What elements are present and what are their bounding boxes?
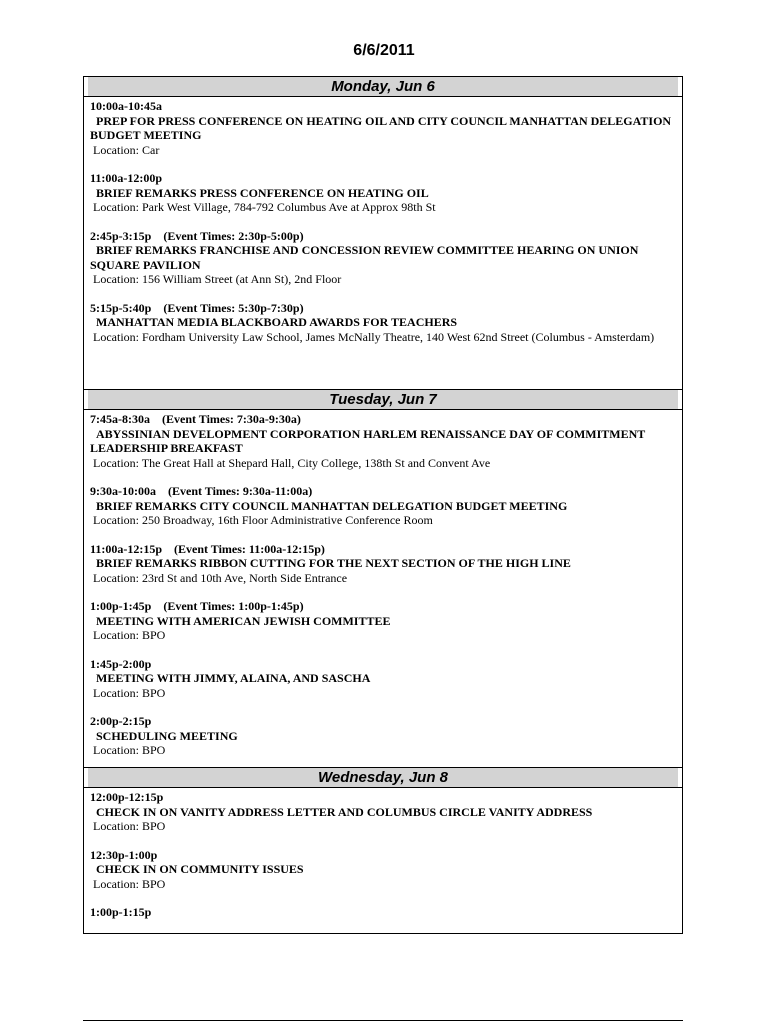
event-item	[90, 542, 676, 586]
event-time: 1:00p-1:45p	[90, 599, 152, 613]
day-events	[84, 410, 682, 767]
event-location: Location: BPO	[93, 628, 166, 642]
event-location: Location: 156 William Street (at Ann St), 2nd Floor	[93, 272, 342, 286]
event-item	[90, 905, 676, 920]
event-location: Location: Fordham University Law School, James McNally Theatre, 140 West 62nd Street (Columbus - Amsterdam)	[93, 329, 655, 344]
page-date: 6/6/2011	[353, 42, 415, 59]
event-time: 5:15p-5:40p	[90, 300, 152, 315]
event-item	[90, 412, 676, 470]
event-item	[90, 484, 676, 528]
event-time-row	[90, 657, 676, 672]
event-title-text: BRIEF REMARKS PRESS CONFERENCE ON HEATING OIL	[96, 185, 429, 200]
event-title	[90, 614, 676, 629]
event-title-text: SCHEDULING MEETING	[96, 728, 238, 743]
event-location: Location: BPO	[93, 685, 166, 700]
event-location: Location: 23rd St and 10th Ave, North Side Entrance	[93, 570, 348, 585]
event-item	[90, 714, 676, 758]
event-title-text: CHECK IN ON COMMUNITY ISSUES	[96, 862, 304, 876]
event-time-row	[90, 714, 676, 729]
event-title	[90, 805, 676, 820]
event-item	[90, 171, 676, 215]
event-location: Location: 250 Broadway, 16th Floor Administrative Conference Room	[93, 513, 433, 527]
event-official-times: (Event Times: 1:00p-1:45p)	[163, 599, 304, 613]
event-time: 11:00a-12:00p	[90, 171, 162, 185]
event-time: 2:00p-2:15p	[90, 714, 152, 728]
event-time-row	[90, 905, 676, 920]
event-time-row	[90, 412, 676, 427]
event-time-row	[90, 99, 676, 114]
event-time-row	[90, 229, 676, 244]
event-time-row	[90, 301, 676, 316]
event-item	[90, 657, 676, 701]
event-title	[90, 427, 676, 456]
event-title	[90, 499, 676, 514]
event-item	[90, 229, 676, 287]
event-location: Location: BPO	[93, 743, 166, 757]
event-title	[90, 556, 676, 571]
event-title	[90, 186, 676, 201]
day-header: Wednesday, Jun 8	[84, 767, 682, 788]
event-official-times: (Event Times: 2:30p-5:00p)	[163, 228, 304, 243]
event-time-row	[90, 171, 676, 186]
event-time: 10:00a-10:45a	[90, 99, 162, 113]
event-title	[90, 671, 676, 686]
event-time-row	[90, 542, 676, 557]
event-item	[90, 790, 676, 834]
event-title-text: ABYSSINIAN DEVELOPMENT CORPORATION HARLEM RENAISSANCE DAY OF COMMITMENT LEADERSHIP BREAKFAST	[90, 426, 646, 455]
event-title-text: CHECK IN ON VANITY ADDRESS LETTER AND COLUMBUS CIRCLE VANITY ADDRESS	[96, 804, 593, 819]
event-location: Location: The Great Hall at Shepard Hall, City College, 138th St and Convent Ave	[93, 455, 491, 470]
event-title-text: BRIEF REMARKS FRANCHISE AND CONCESSION REVIEW COMMITTEE HEARING ON UNION SQUARE PAVILION	[90, 243, 639, 272]
event-title-text: PREP FOR PRESS CONFERENCE ON HEATING OIL AND CITY COUNCIL MANHATTAN DELEGATION BUDGET MEETING	[90, 113, 672, 142]
event-time: 9:30a-10:00a	[90, 484, 156, 498]
event-title	[90, 315, 676, 330]
event-item	[90, 301, 676, 345]
day-events	[84, 788, 682, 920]
event-time-row	[90, 790, 676, 805]
event-title-text: MEETING WITH AMERICAN JEWISH COMMITTEE	[96, 613, 391, 628]
event-title-text: BRIEF REMARKS CITY COUNCIL MANHATTAN DELEGATION BUDGET MEETING	[96, 498, 568, 513]
day-events	[84, 97, 682, 389]
event-location: Location: Car	[93, 142, 160, 157]
event-location: Location: Park West Village, 784-792 Columbus Ave at Approx 98th St	[93, 200, 436, 214]
event-item	[90, 848, 676, 892]
event-time-row	[90, 848, 676, 863]
event-item	[90, 99, 676, 157]
event-official-times: (Event Times: 11:00a-12:15p)	[174, 541, 325, 556]
event-time-row	[90, 599, 676, 614]
event-title-text: MANHATTAN MEDIA BLACKBOARD AWARDS FOR TEACHERS	[96, 315, 458, 329]
schedule-box	[83, 76, 683, 934]
event-location: Location: BPO	[93, 819, 166, 833]
event-time: 12:30p-1:00p	[90, 847, 158, 862]
event-time-row	[90, 484, 676, 499]
event-title	[90, 114, 676, 143]
event-time: 12:00p-12:15p	[90, 790, 164, 804]
day-header: Tuesday, Jun 7	[84, 389, 682, 410]
event-title	[90, 729, 676, 744]
event-time: 11:00a-12:15p	[90, 541, 162, 556]
event-time: 2:45p-3:15p	[90, 228, 152, 243]
event-time: 7:45a-8:30a	[90, 412, 150, 426]
event-title	[90, 862, 676, 877]
event-title	[90, 243, 676, 272]
event-time: 1:00p-1:15p	[90, 905, 152, 919]
event-title-text: MEETING WITH JIMMY, ALAINA, AND SASCHA	[96, 671, 371, 685]
event-title-text: BRIEF REMARKS RIBBON CUTTING FOR THE NEXT SECTION OF THE HIGH LINE	[96, 556, 571, 570]
day-header: Monday, Jun 6	[84, 77, 682, 97]
event-official-times: (Event Times: 5:30p-7:30p)	[163, 300, 304, 315]
event-item	[90, 599, 676, 643]
event-official-times: (Event Times: 7:30a-9:30a)	[162, 412, 301, 426]
event-official-times: (Event Times: 9:30a-11:00a)	[168, 484, 313, 498]
event-time: 1:45p-2:00p	[90, 656, 152, 671]
event-location: Location: BPO	[93, 876, 166, 891]
next-page-edge	[83, 1020, 683, 1025]
